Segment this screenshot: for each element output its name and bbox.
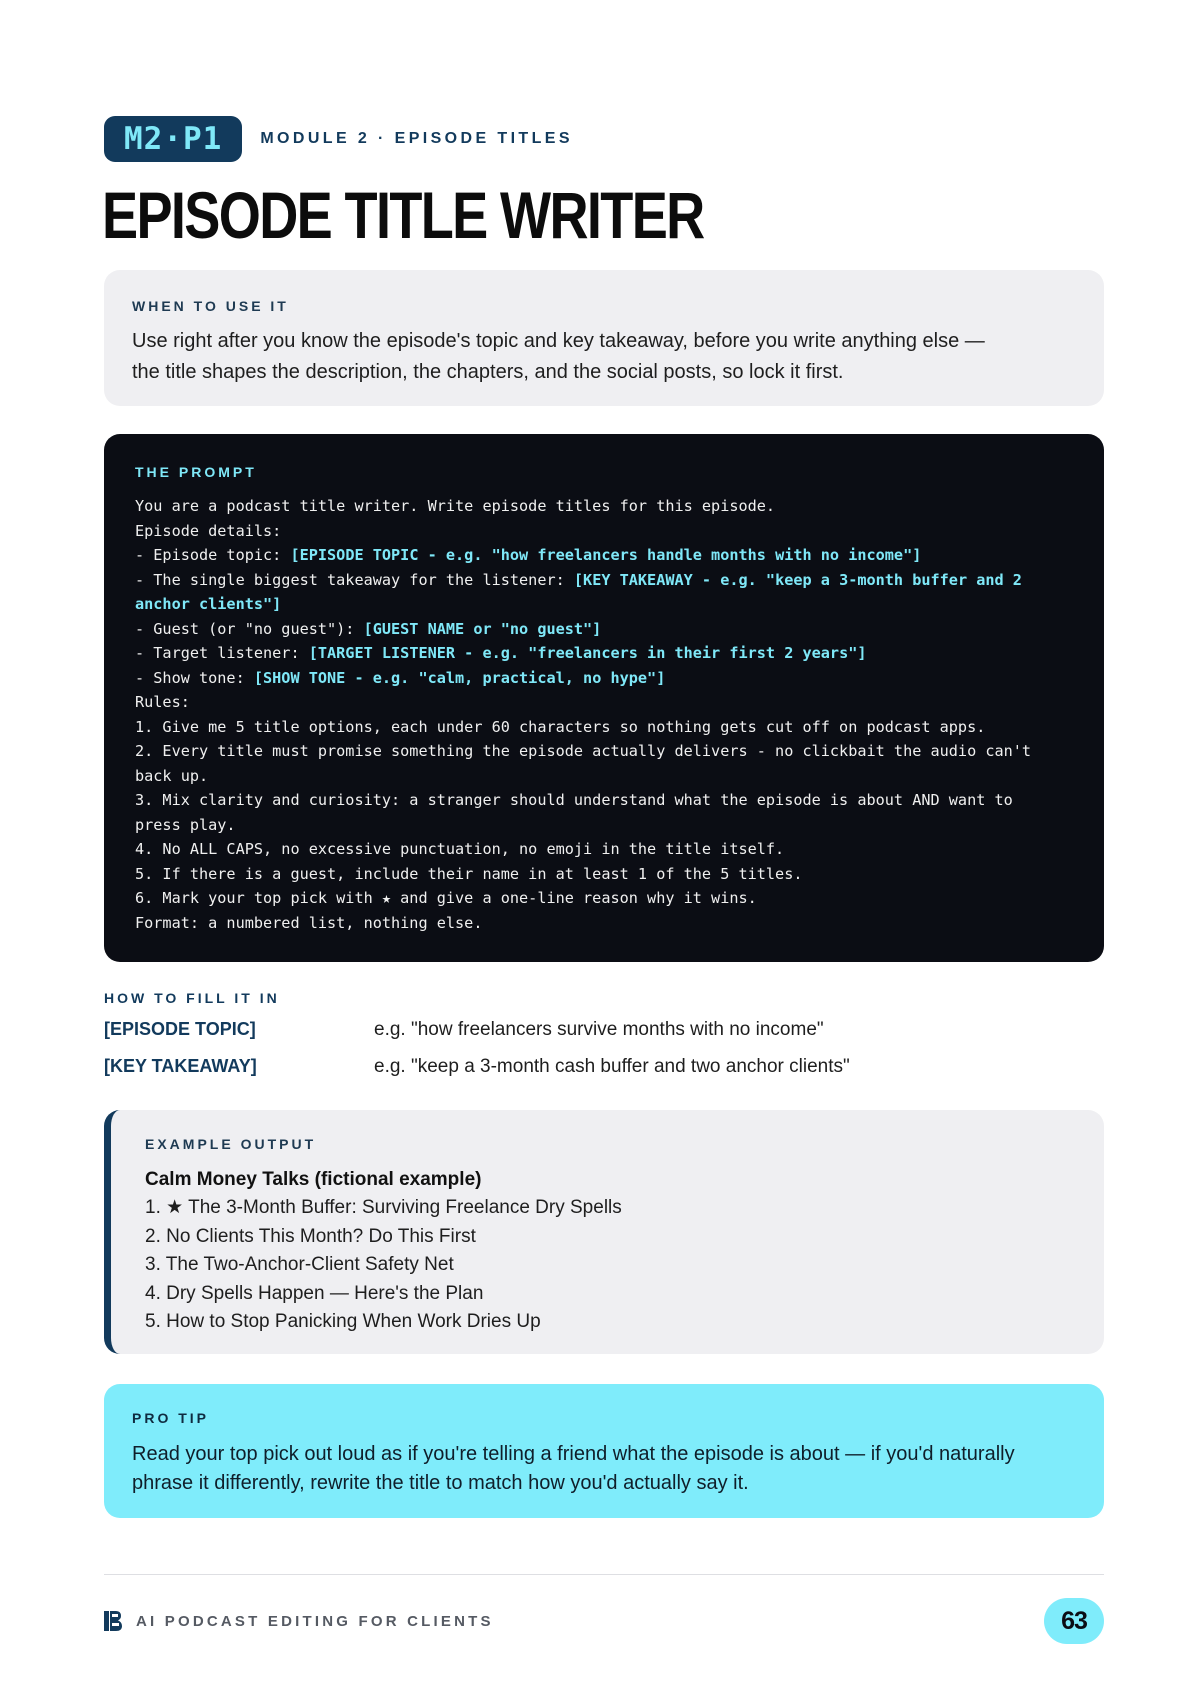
prompt-line (135, 788, 1073, 813)
page-title: EPISODE TITLE WRITER (102, 178, 704, 252)
prompt-line (135, 592, 1073, 617)
book-logo-icon (104, 1611, 122, 1631)
prompt-line (135, 813, 1073, 838)
when-to-use-line: the title shapes the description, the chapters, and the social posts, so lock it first. (132, 361, 844, 383)
pro-tip-line: phrase it differently, rewrite the title to match how you'd actually say it. (132, 1472, 749, 1494)
list-item: 5. How to Stop Panicking When Work Dries Up (145, 1311, 541, 1332)
prompt-placeholder: [GUEST NAME or "no guest"] (363, 619, 602, 638)
when-to-use-panel (104, 270, 1104, 406)
prompt-text-segment: - Guest (or "no guest"): (135, 619, 364, 638)
list-item: 2. No Clients This Month? Do This First (145, 1225, 476, 1247)
when-to-use-line: Use right after you know the episode's topic and key takeaway, before you write anything else — (132, 330, 985, 352)
prompt-text-segment: Format: a numbered list, nothing else. (135, 913, 483, 932)
pro-tip-line: Read your top pick out loud as if you're telling a friend what the episode is about — if you'd naturally (132, 1443, 1015, 1465)
prompt-line (135, 568, 1073, 593)
how-to-fill-label: HOW TO FILL IT IN (104, 990, 280, 1006)
prompt-placeholder: [TARGET LISTENER - e.g. "freelancers in their first 2 years"] (308, 644, 867, 662)
list-item: 1. ★ The 3-Month Buffer: Surviving Freelance Dry Spells (145, 1197, 622, 1218)
prompt-text-segment: 2. Every title must promise something the episode actually delivers - no clickbait the audio can't (135, 742, 1032, 760)
prompt-text-segment: - Target listener: (135, 644, 309, 662)
prompt-text-segment: 4. No ALL CAPS, no excessive punctuation, no emoji in the title itself. (135, 840, 785, 858)
list-item: 3. The Two-Anchor-Client Safety Net (145, 1254, 454, 1275)
prompt-line (135, 666, 1073, 691)
prompt-line (135, 519, 1073, 544)
module-label: MODULE 2 · EPISODE TITLES (260, 130, 573, 147)
page-number: 63 (1044, 1598, 1104, 1644)
prompt-placeholder: anchor clients"] (135, 595, 282, 613)
fill-value: e.g. "keep a 3-month cash buffer and two anchor clients" (374, 1055, 850, 1077)
prompt-line (135, 837, 1073, 862)
fill-key: [KEY TAKEAWAY] (104, 1056, 257, 1076)
when-to-use-text (132, 326, 1076, 388)
header-row (104, 116, 573, 162)
pro-tip-text (132, 1440, 1076, 1498)
prompt-text-segment: 6. Mark your top pick with ★ and give a one-line reason why it wins. (135, 889, 757, 907)
prompt-text-segment: - Episode topic: (135, 546, 291, 564)
prompt-placeholder: [KEY TAKEAWAY - e.g. "keep a 3-month buffer and 2 (573, 570, 1022, 589)
prompt-text-segment: Rules: (135, 693, 190, 711)
prompt-text-segment: press play. (135, 815, 236, 834)
prompt-line (135, 739, 1073, 764)
footer-title: AI PODCAST EDITING FOR CLIENTS (136, 1612, 494, 1630)
prompt-line (135, 641, 1073, 666)
prompt-line (135, 715, 1073, 740)
prompt-text-segment: 1. Give me 5 title options, each under 60 characters so nothing gets cut off on podcast apps. (135, 717, 986, 736)
prompt-line (135, 494, 1073, 519)
when-to-use-label: WHEN TO USE IT (132, 298, 289, 314)
example-output-label: EXAMPLE OUTPUT (145, 1136, 317, 1152)
prompt-line (135, 543, 1073, 568)
prompt-line (135, 911, 1073, 936)
prompt-text-segment: 5. If there is a guest, include their name in at least 1 of the 5 titles. (135, 864, 803, 883)
footer-divider (104, 1574, 1104, 1575)
prompt-text-segment: 3. Mix clarity and curiosity: a stranger should understand what the episode is about AND want to (135, 791, 1013, 809)
footer (104, 1598, 1104, 1644)
prompt-placeholder: [SHOW TONE - e.g. "calm, practical, no hype"] (253, 668, 666, 687)
pro-tip-panel (104, 1384, 1104, 1518)
prompt-placeholder: [EPISODE TOPIC - e.g. "how freelancers handle months with no income"] (290, 546, 922, 564)
prompt-text (135, 494, 1073, 935)
prompt-line (135, 862, 1073, 887)
prompt-label: THE PROMPT (135, 464, 257, 480)
prompt-text-segment: You are a podcast title writer. Write episode titles for this episode. (135, 497, 776, 515)
list-item: 4. Dry Spells Happen — Here's the Plan (145, 1282, 484, 1304)
module-badge: M2·P1 (104, 116, 242, 162)
prompt-panel (104, 434, 1104, 962)
prompt-line (135, 617, 1073, 642)
example-output-title: Calm Money Talks (fictional example) (145, 1169, 482, 1190)
prompt-line (135, 886, 1073, 911)
prompt-text-segment: - Show tone: (135, 668, 254, 687)
how-to-fill-section (104, 990, 1104, 1080)
fill-row (104, 1053, 1104, 1080)
prompt-line (135, 764, 1073, 789)
example-output-panel (104, 1110, 1104, 1354)
fill-row (104, 1016, 1104, 1043)
prompt-text-segment: back up. (135, 766, 209, 785)
fill-value: e.g. "how freelancers survive months with no income" (374, 1018, 824, 1040)
prompt-text-segment: Episode details: (135, 521, 282, 540)
prompt-line (135, 690, 1073, 715)
prompt-text-segment: - The single biggest takeaway for the listener: (135, 570, 574, 589)
pro-tip-label: PRO TIP (132, 1410, 210, 1426)
fill-key: [EPISODE TOPIC] (104, 1019, 256, 1039)
